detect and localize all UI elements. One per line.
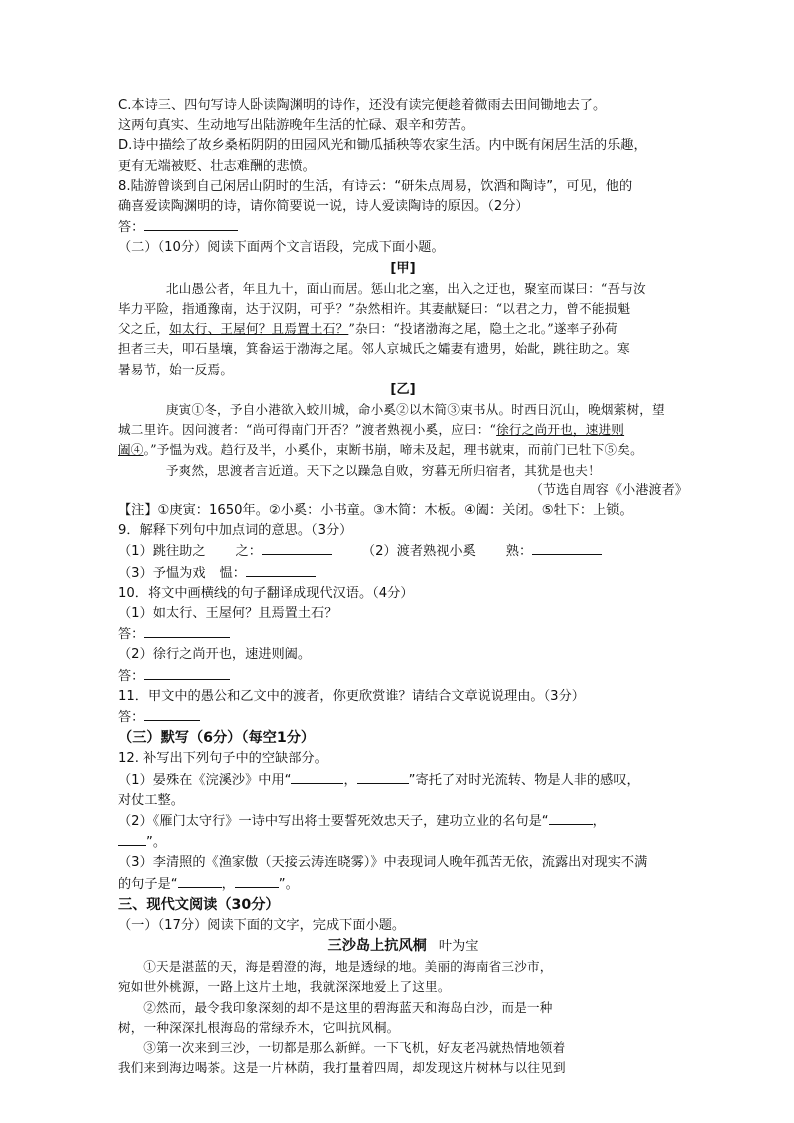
answer-blank[interactable] xyxy=(144,624,230,638)
section3-header: 三、现代文阅读（30分） xyxy=(118,896,280,913)
part2-header: （二）（10分）阅读下面两个文言语段，完成下面小题。 xyxy=(118,240,445,256)
fill-blank[interactable] xyxy=(178,874,222,888)
q9-item1: （1）跳往助之 xyxy=(118,544,206,560)
answer-blank[interactable] xyxy=(144,217,238,231)
q12-item3: （3）李清照的《渔家傲（天接云涛连晓雾）》中表现词人晚年孤苦无依，流露出对现实不满 xyxy=(118,855,648,871)
text-segment: ”杂曰：“投诸渤海之尾，隐土之北。”遂率子孙荷 xyxy=(348,321,618,337)
q9-item2-blank[interactable] xyxy=(532,541,602,555)
q12-stem: 12. 补写出下列句子中的空缺部分。 xyxy=(118,751,328,767)
text-jia-line3 xyxy=(118,319,688,339)
article-p3-line1: ③第一次来到三沙，一切都是那么新鲜。一下飞机，好友老冯就热情地领着 xyxy=(143,1039,566,1055)
fill-blank[interactable] xyxy=(118,832,146,846)
q9-items-row2 xyxy=(118,563,688,584)
underlined-sentence: 徐行之尚开也，速进则 xyxy=(496,422,625,438)
text-segment: 父之丘， xyxy=(118,321,170,337)
text-yi-line2 xyxy=(118,420,688,440)
q12-item2 xyxy=(118,811,688,832)
q12-item2-cont xyxy=(118,832,688,853)
text-jia-line2: 毕力平险，指通豫南，达于汉阴，可乎？”杂然相许。其妻献疑曰：“以君之力，曾不能损魁 xyxy=(118,301,631,317)
article-title-line xyxy=(118,936,688,957)
article-author: 叶为宝 xyxy=(438,938,479,954)
article-title: 三沙岛上抗风桐 xyxy=(327,937,427,954)
article-p3-line2: 我们来到海边喝茶。这是一片林荫，我打量着四周，却发现这片树林与以往见到 xyxy=(118,1060,566,1076)
text-segment: ， xyxy=(592,813,606,829)
text-jia-line5: 暑易节，始一反焉。 xyxy=(118,361,234,377)
fill-blank[interactable] xyxy=(357,770,409,784)
q10-answer1 xyxy=(118,624,688,645)
article-p1-line2: 宛如世外桃源，一路上这片土地，我就深深地爱上了这里。 xyxy=(118,979,451,995)
annotation-note: 【注】①庚寅：1650年。②小奚：小书童。③木简：木板。④阖：关闭。⑤牡下：上锁。 xyxy=(118,503,633,519)
text-yi-title: [乙] xyxy=(390,381,416,397)
answer-label: 答： xyxy=(118,220,145,236)
part3-header: （三）默写（6分）（每空1分） xyxy=(118,730,316,747)
q7-option-d-line1: D.诗中描绘了故乡桑柘阴阴的田园风光和锄瓜插秧等农家生活。内中既有闲居生活的乐趣， xyxy=(118,138,647,154)
article-p2-line1: ②然而，最令我印象深刻的却不是这里的碧海蓝天和海岛白沙，而是一种 xyxy=(143,999,553,1015)
q12-item1-cont: 对仗工整。 xyxy=(118,792,184,808)
text-segment: （1）晏殊在《浣溪沙》中用“ xyxy=(118,772,292,788)
q11-stem: 11．甲文中的愚公和乙文中的渡者，你更欣赏谁？请结合文章说说理由。（3分） xyxy=(118,688,585,704)
text-jia-title: [甲] xyxy=(390,260,416,276)
text-segment: ”。 xyxy=(278,876,299,892)
text-yi-line3 xyxy=(118,440,688,460)
q9-item3-blank[interactable] xyxy=(246,563,316,577)
text-segment: （2）《雁门太守行》一诗中写出将士要誓死效忠天子，建功立业的名句是“ xyxy=(118,813,549,829)
q7-option-c-line2: 这两句真实、生动地写出陆游晚年生活的忙碌、艰辛和劳苦。 xyxy=(118,118,475,134)
text-segment: ， xyxy=(221,876,235,892)
fill-blank[interactable] xyxy=(235,874,279,888)
q10-answer2 xyxy=(118,666,688,687)
text-yi-line1: 庚寅①冬，予自小港欲入蛟川城，命小奚②以木简③束书从。时西日沉山，晚烟萦树，望 xyxy=(165,402,665,418)
q10-stem: 10．将文中画横线的句子翻译成现代汉语。（4分） xyxy=(118,585,414,601)
q10-sentence1: （1）如太行、王屋何？且焉置土石？ xyxy=(118,606,338,622)
underlined-sentence: 如太行、王屋何？且焉置土石？ xyxy=(169,321,349,337)
article-p1-line1: ①天是湛蓝的天，海是碧澄的海，地是透绿的地。美丽的海南省三沙市， xyxy=(143,959,553,975)
text-segment: 。”予愠为戏。趋行及半，小奚仆，束断书崩，啼未及起，理书就束，而前门已牡下⑤矣。 xyxy=(143,442,643,458)
article-p2-line2: 树，一种深深扎根海岛的常绿乔木，它叫抗风桐。 xyxy=(118,1019,400,1035)
text-segment: 的句子是“ xyxy=(118,876,178,892)
text-segment: ”。 xyxy=(146,835,167,851)
exam-page xyxy=(118,96,688,1078)
q9-item2-word: 熟： xyxy=(505,544,533,560)
answer-blank[interactable] xyxy=(144,707,200,721)
q9-item3-word: 愠： xyxy=(219,565,246,581)
text-yi-source: （节选自周容《小港渡者》 xyxy=(529,482,688,498)
text-jia-line4: 担者三夫，叩石垦壤，箕畚运于渤海之尾。邻人京城氏之孀妻有遗男，始龀，跳往助之。寒 xyxy=(118,341,630,357)
text-jia-line1: 北山愚公者，年且九十，面山而居。惩山北之塞，出入之迂也，聚室而谋曰：“吾与汝 xyxy=(165,280,646,296)
q8-stem-line1: 8.陆游曾谈到自己闲居山阴时的生活，有诗云：“研朱点周易，饮酒和陶诗”，可见，他的 xyxy=(118,178,633,194)
answer-label: 答： xyxy=(118,627,145,643)
text-segment: ”寄托了对时光流转、物是人非的感叹， xyxy=(408,772,640,788)
q7-option-c-line1: C.本诗三、四句写诗人卧读陶渊明的诗作，还没有读完便趁着微雨去田间锄地去了。 xyxy=(118,98,607,113)
text-yi-line4: 予爽然，思渡者言近道。天下之以躁急自败，穷暮无所归宿者，其犹是也夫！ xyxy=(165,462,601,478)
q9-item3: （3）予愠为戏 xyxy=(118,565,206,581)
q9-items-row1 xyxy=(118,541,688,562)
underlined-sentence-end: 阖④ xyxy=(118,442,144,458)
text-segment: 城二里许。因问渡者：“尚可得南门开否？”渡者熟视小奚，应曰：“ xyxy=(118,422,497,438)
answer-label: 答： xyxy=(118,710,145,726)
q8-answer xyxy=(118,217,688,238)
answer-label: 答： xyxy=(118,668,145,684)
q9-item1-blank[interactable] xyxy=(262,541,332,555)
q11-answer xyxy=(118,707,688,728)
answer-blank[interactable] xyxy=(144,666,230,680)
q10-sentence2: （2）徐行之尚开也，速进则阖。 xyxy=(118,647,312,663)
fill-blank[interactable] xyxy=(291,770,343,784)
section3-sub: （一）（17分）阅读下面的文字，完成下面小题。 xyxy=(118,917,406,933)
q12-item1 xyxy=(118,770,688,791)
q7-option-d-line2: 更有无端被贬、壮志难酬的悲愤。 xyxy=(118,158,316,174)
q9-stem: 9．解释下列句中加点词的意思。（3分） xyxy=(118,523,353,539)
q8-stem-line2: 确喜爱读陶渊明的诗，请你简要说一说，诗人爱读陶诗的原因。（2分） xyxy=(118,199,529,215)
q9-item2: （2）渡者熟视小奚 xyxy=(361,544,476,560)
q9-item1-word: 之： xyxy=(235,544,262,560)
text-segment: ， xyxy=(343,772,357,788)
fill-blank[interactable] xyxy=(549,811,593,825)
q12-item3-cont xyxy=(118,874,688,895)
